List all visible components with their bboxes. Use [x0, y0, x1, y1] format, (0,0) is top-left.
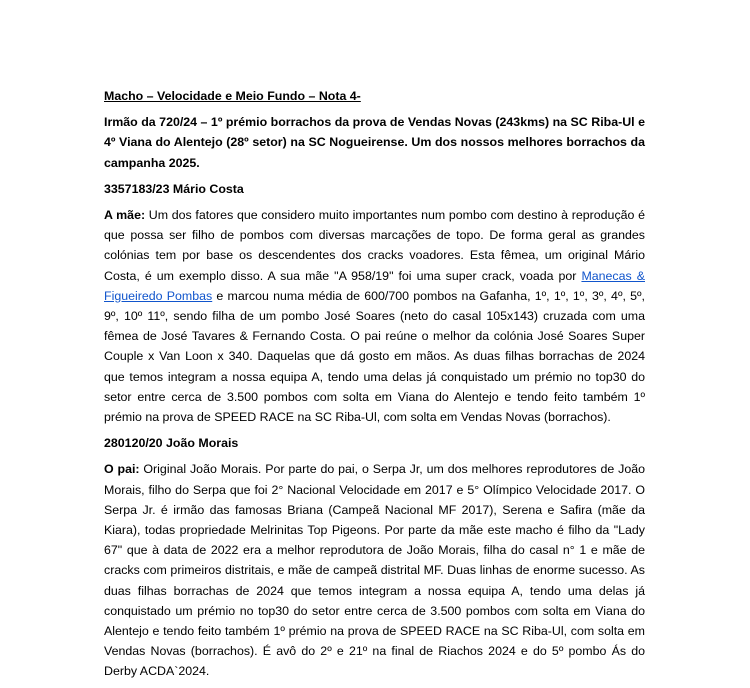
father-paragraph	[104, 459, 645, 681]
father-lead: O pai:	[104, 462, 140, 477]
father-ring-heading: 280120/20 João Morais	[104, 436, 239, 451]
father-text: Original João Morais. Por parte do pai, o Serpa Jr, um dos melhores reprodutores de João Morais, filho do Serpa que foi 2° Nacional Velocidade em 2017 e 5° Olímpico Velocidade 2017. O Serpa Jr. é irmão das famosas Briana (Campeã Nacional MF 2017), Serena e Safira (mãe da Kiara), todas propriedade Melrinitas Top Pigeons. Por parte da mãe este macho é filho da "Lady 67" que à data de 2022 era a melhor reprodutora de João Morais, filha do casal n° 1 e mãe de cracks com primeiros distritais, e mãe de campeã distrital MF. Duas linhas de enorme sucesso. As duas filhas borrachas de 2024 que temos integram a nossa equipa A, tendo uma delas já conquistado um prémio no top30 do setor entre cerca de 3.500 pombos com solta em Viana do Alentejo e tendo feito também 1º prémio na prova de SPEED RACE na SC Riba-Ul, com solta em Vendas Novas (borrachos). É avô do 2º e 21º na final de Riachos 2024 e do 5º pombo Ás do Derby ACDA`2024.	[104, 462, 646, 679]
document-subtitle: Irmão da 720/24 – 1º prémio borrachos da prova de Vendas Novas (243kms) na SC Riba-Ul e 4º Viana do Alentejo (28º setor) na SC Nogueirense. Um dos nossos melhores borrachos da campanha 2025.	[104, 115, 645, 170]
mother-text-part1: Um dos fatores que considero muito importantes num pombo com destino à reprodução é que possa ser filho de pombos com diversas marcações de topo. De forma geral as grandes colónias tem por base os descendentes dos cracks voadores. Esta fêmea, um original Mário Costa, é um exemplo disso. A sua mãe "A 958/19" foi uma super crack, voada por	[104, 208, 645, 283]
document-title: Macho – Velocidade e Meio Fundo – Nota 4-	[104, 89, 361, 103]
mother-paragraph	[104, 205, 645, 427]
mother-text-part2: e marcou numa média de 600/700 pombos na Gafanha, 1º, 1º, 1º, 3º, 4º, 5º, 9º, 10º 11º, sendo filha de um pombo José Soares (neto do casal 105x143) cruzada com uma fêmea de José Tavares & Fernando Costa. O pai reúne o melhor da colónia José Soares Super Couple x Van Loon x 340. Daquelas que dá gosto em mãos. As duas filhas borrachas de 2024 que temos integram a nossa equipa A, tendo uma delas já conquistado um prémio no top30 do setor entre cerca de 3.500 pombos com solta em Viana do Alentejo e tendo feito também 1º prémio na prova de SPEED RACE na SC Riba-Ul, com solta em Vendas Novas (borrachos).	[104, 288, 645, 425]
breeder-link[interactable]: Manecas & Figueiredo Pombas	[104, 268, 645, 303]
mother-ring-heading: 3357183/23 Mário Costa	[104, 181, 244, 196]
mother-lead: A mãe:	[104, 208, 146, 223]
document-page	[104, 86, 645, 688]
